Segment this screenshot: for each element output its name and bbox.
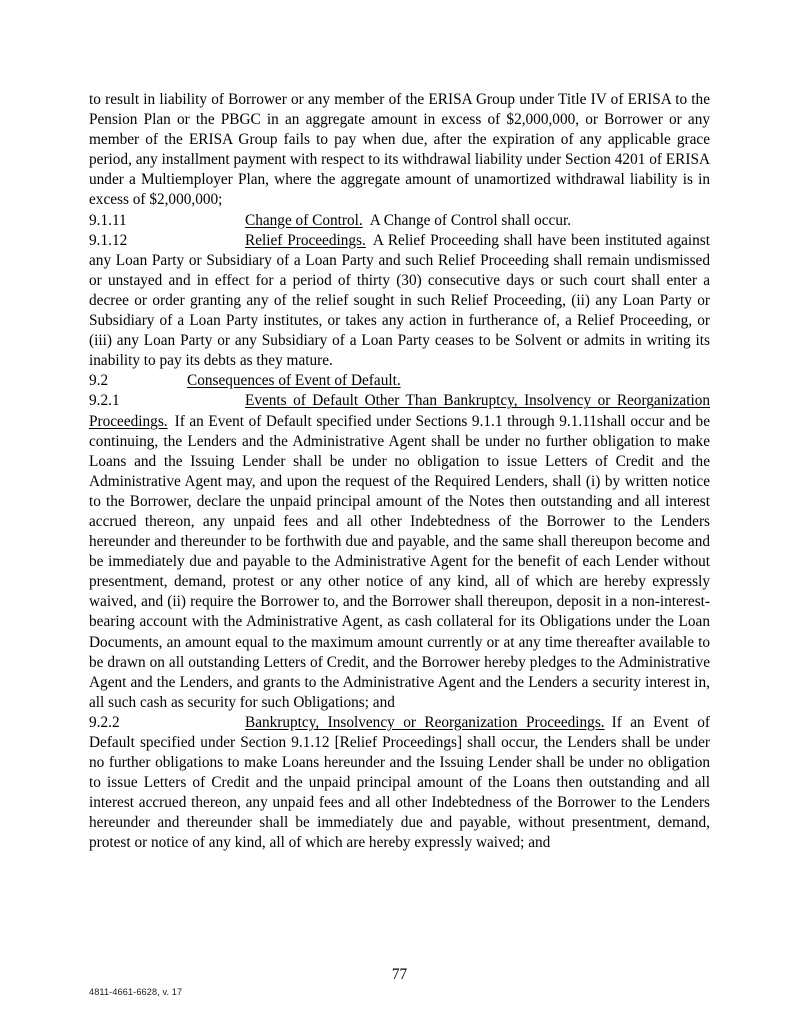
- section-9-1-11-text: A Change of Control shall occur.: [369, 211, 572, 229]
- section-9-2-1-heading: Events of Default Other Than Bankruptcy, Insolvency or Reorganization Proceedings.: [89, 392, 710, 430]
- section-9-2-1-text: If an Event of Default specified under Sections 9.1.1 through 9.1.11shall occur and be continuing, the Lenders and the Administrative Agent shall be under no further obligation to make Loans and the Issuing Lender shall be under no obligation to issue Letters of Credit and the Administrative Agent may, and upon the request of the Required Lenders, shall (i) by written notice to the Borrower, declare the unpaid principal amount of the Notes then outstanding and all interest accrued thereon, any unpaid fees and all other Indebtedness of the Borrower to the Lenders hereunder and thereunder to be forthwith due and payable, and the same shall thereupon become and be immediately due and payable to the Administrative Agent for the benefit of each Lender without presentment, demand, protest or any other notice of any kind, all of which are hereby expressly waived, and (ii) require the Borrower to, and the Borrower shall thereupon, deposit in a non-interest-bearing account with the Administrative Agent, as cash collateral for its Obligations under the Loan Documents, an amount equal to the maximum amount currently or at any time thereafter available to be drawn on all outstanding Letters of Credit, and the Borrower hereby pledges to the Administrative Agent and the Lenders, and grants to the Administrative Agent and the Lenders a security interest in, all such cash as security for such Obligations; and: [89, 412, 710, 711]
- section-9-1-11-heading: Change of Control.: [245, 211, 363, 229]
- section-9-2: [89, 371, 710, 391]
- section-9-1-11-number: 9.1.11: [89, 211, 127, 229]
- section-9-1-11: [89, 211, 710, 231]
- section-9-1-12-number: 9.1.12: [89, 231, 128, 249]
- section-9-2-2-heading: Bankruptcy, Insolvency or Reorganization Proceedings.: [245, 713, 605, 731]
- page-content: [89, 90, 710, 854]
- section-9-2-1-number: 9.2.1: [89, 392, 120, 410]
- section-9-1-12-heading: Relief Proceedings.: [245, 231, 366, 249]
- section-9-1-12: [89, 231, 710, 372]
- section-9-2-2-text: If an Event of Default specified under Section 9.1.12 [Relief Proceedings] shall occur, the Lenders shall be under no further obligations to make Loans hereunder and the Issuing Lender shall be under no obligation to issue Letters of Credit and the unpaid principal amount of the Loans then outstanding and all interest accrued thereon, any unpaid fees and all other Indebtedness of the Borrower to the Lenders hereunder and thereunder shall be immediately due and payable, without presentment, demand, protest or notice of any kind, all of which are hereby expressly waived; and: [89, 713, 710, 852]
- section-9-1-12-text: A Relief Proceeding shall have been instituted against any Loan Party or Subsidiary of a Loan Party and such Relief Proceeding shall remain undismissed or unstayed and in effect for a period of thirty (30) consecutive days or such court shall enter a decree or order granting any of the relief sought in such Relief Proceeding, (ii) any Loan Party or Subsidiary of a Loan Party institutes, or takes any action in furtherance of, a Relief Proceeding, or (iii) any Loan Party or any Subsidiary of a Loan Party ceases to be Solvent or admits in writing its inability to pay its debts as they mature.: [89, 231, 710, 370]
- section-9-2-1: [89, 391, 710, 713]
- page-number: 77: [391, 966, 408, 983]
- intro-paragraph: to result in liability of Borrower or any member of the ERISA Group under Title IV of ERISA to the Pension Plan or the PBGC in an aggregate amount in excess of $2,000,000, or Borrower or any member of the ERISA Group fails to pay when due, after the expiration of any applicable grace period, any installment payment with respect to its withdrawal liability under Section 4201 of ERISA under a Multiemployer Plan, where the aggregate amount of unamortized withdrawal liability is in excess of $2,000,000;: [89, 91, 710, 209]
- section-9-2-number: 9.2: [89, 372, 109, 390]
- section-9-2-heading: Consequences of Event of Default.: [187, 372, 401, 390]
- document-reference-id: 4811-4661-6628, v. 17: [89, 987, 183, 997]
- section-9-2-2-number: 9.2.2: [89, 713, 120, 731]
- section-9-2-2: [89, 713, 710, 854]
